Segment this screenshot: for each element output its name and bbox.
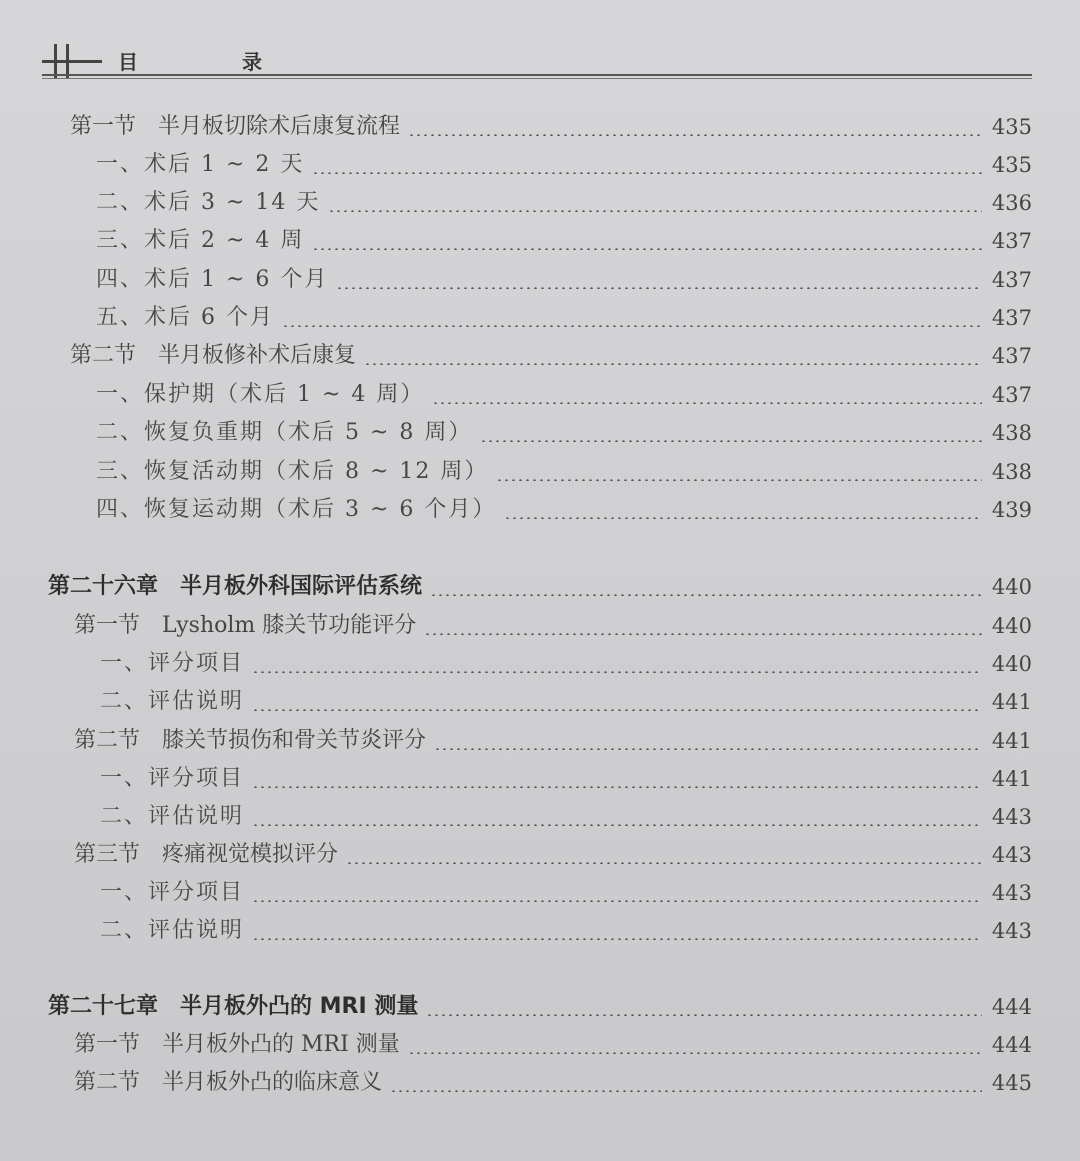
toc-entry-label: 二、评估说明 <box>100 804 245 829</box>
toc-entry-label: 第三节 疼痛视觉模拟评分 <box>74 842 339 867</box>
toc-entry-label: 二、术后 3 ~ 14 天 <box>96 190 321 215</box>
toc-page-number: 443 <box>991 881 1032 905</box>
toc-chapter-row <box>48 568 1032 602</box>
dot-leader <box>252 938 982 940</box>
toc-item-row <box>96 491 1032 525</box>
toc-entry-label: 第二节 半月板修补术后康复 <box>70 343 357 368</box>
dot-leader <box>252 900 982 902</box>
toc-item-row <box>100 645 1032 679</box>
toc-item-row <box>100 683 1032 717</box>
dot-leader <box>252 824 982 826</box>
toc-page-number: 443 <box>991 805 1032 829</box>
toc-item-row <box>96 222 1032 256</box>
toc-item-row <box>100 912 1032 946</box>
toc-section-row <box>70 108 1032 142</box>
toc-page-number: 435 <box>991 115 1032 139</box>
toc-item-row <box>100 874 1032 908</box>
toc-entry-label: 五、术后 6 个月 <box>96 305 274 330</box>
dot-leader <box>252 709 982 711</box>
toc-entry-label: 一、保护期（术后 1 ~ 4 周） <box>96 382 425 407</box>
toc-entry-label: 二、评估说明 <box>100 918 245 943</box>
header-rule <box>42 74 1032 76</box>
dot-leader <box>252 671 982 673</box>
dot-leader <box>312 172 982 174</box>
toc-page-number: 441 <box>991 767 1032 791</box>
toc-page-number: 438 <box>991 460 1032 484</box>
header-ornament <box>42 44 102 78</box>
toc-entry-label: 第二节 半月板外凸的临床意义 <box>74 1070 383 1095</box>
toc-section-row <box>74 1064 1032 1098</box>
toc-entry-label: 四、术后 1 ~ 6 个月 <box>96 267 329 292</box>
toc-entry-label: 第一节 Lysholm 膝关节功能评分 <box>74 613 417 638</box>
toc-item-row <box>96 261 1032 295</box>
dot-leader <box>408 134 982 136</box>
toc-item-row <box>96 414 1032 448</box>
dot-leader <box>364 363 982 365</box>
toc-chapter-row <box>48 988 1032 1022</box>
toc-entry-label: 第二十七章 半月板外凸的 MRI 测量 <box>48 994 419 1019</box>
toc-page-number: 437 <box>991 306 1032 330</box>
toc-page-number: 438 <box>991 421 1032 445</box>
toc-section-row <box>74 1026 1032 1060</box>
toc-entry-label: 一、术后 1 ~ 2 天 <box>96 152 305 177</box>
toc-page-number: 437 <box>991 268 1032 292</box>
toc-section-row <box>74 607 1032 641</box>
toc-section-row <box>74 722 1032 756</box>
dot-leader <box>432 402 982 404</box>
toc-page-number: 439 <box>991 498 1032 522</box>
toc-entry-label: 二、评估说明 <box>100 689 245 714</box>
toc-entry-label: 一、评分项目 <box>100 651 245 676</box>
header-rule-thin <box>42 78 1032 79</box>
toc-page-number: 440 <box>991 614 1032 638</box>
toc-item-row <box>96 146 1032 180</box>
dot-leader <box>424 633 982 635</box>
toc-item-row <box>100 798 1032 832</box>
dot-leader <box>252 786 982 788</box>
toc-page-number: 436 <box>991 191 1032 215</box>
toc-item-row <box>96 299 1032 333</box>
toc-section-row <box>74 836 1032 870</box>
toc-entry-label: 三、术后 2 ~ 4 周 <box>96 228 305 253</box>
dot-leader <box>504 517 982 519</box>
toc-entry-label: 第二节 膝关节损伤和骨关节炎评分 <box>74 728 427 753</box>
toc-page-number: 443 <box>991 843 1032 867</box>
toc-page-number: 445 <box>991 1071 1032 1095</box>
toc-page-number: 444 <box>991 1033 1032 1057</box>
page-header <box>42 38 1032 84</box>
toc-page-number: 444 <box>991 995 1032 1019</box>
dot-leader <box>408 1052 982 1054</box>
dot-leader <box>426 1014 982 1016</box>
toc-entry-label: 一、评分项目 <box>100 766 245 791</box>
toc-page-number: 440 <box>991 575 1032 599</box>
dot-leader <box>496 479 982 481</box>
dot-leader <box>282 325 982 327</box>
dot-leader <box>430 594 982 596</box>
dot-leader <box>312 248 982 250</box>
toc-item-row <box>100 760 1032 794</box>
toc-item-row <box>96 184 1032 218</box>
toc-entry-label: 一、评分项目 <box>100 880 245 905</box>
toc-entry-label: 第二十六章 半月板外科国际评估系统 <box>48 574 423 599</box>
toc-entry-label: 三、恢复活动期（术后 8 ~ 12 周） <box>96 459 489 484</box>
toc-page-number: 437 <box>991 383 1032 407</box>
dot-leader <box>346 862 982 864</box>
dot-leader <box>336 287 982 289</box>
toc-page-number: 441 <box>991 690 1032 714</box>
toc-page-number: 443 <box>991 919 1032 943</box>
toc-entry-label: 第一节 半月板外凸的 MRI 测量 <box>74 1032 400 1057</box>
toc-page-number: 441 <box>991 729 1032 753</box>
toc-page-number: 440 <box>991 652 1032 676</box>
dot-leader <box>434 748 982 750</box>
dot-leader <box>390 1090 982 1092</box>
dot-leader <box>328 210 982 212</box>
toc-entry-label: 第一节 半月板切除术后康复流程 <box>70 114 401 139</box>
toc-entry-label: 四、恢复运动期（术后 3 ~ 6 个月） <box>96 497 497 522</box>
toc-entry-label: 二、恢复负重期（术后 5 ~ 8 周） <box>96 420 473 445</box>
dot-leader <box>480 440 982 442</box>
toc-section-row <box>70 337 1032 371</box>
toc-page-number: 435 <box>991 153 1032 177</box>
toc-item-row <box>96 453 1032 487</box>
toc-page-number: 437 <box>991 229 1032 253</box>
header-title: 目 录 <box>118 50 304 74</box>
toc-page-number: 437 <box>991 344 1032 368</box>
toc-item-row <box>96 376 1032 410</box>
